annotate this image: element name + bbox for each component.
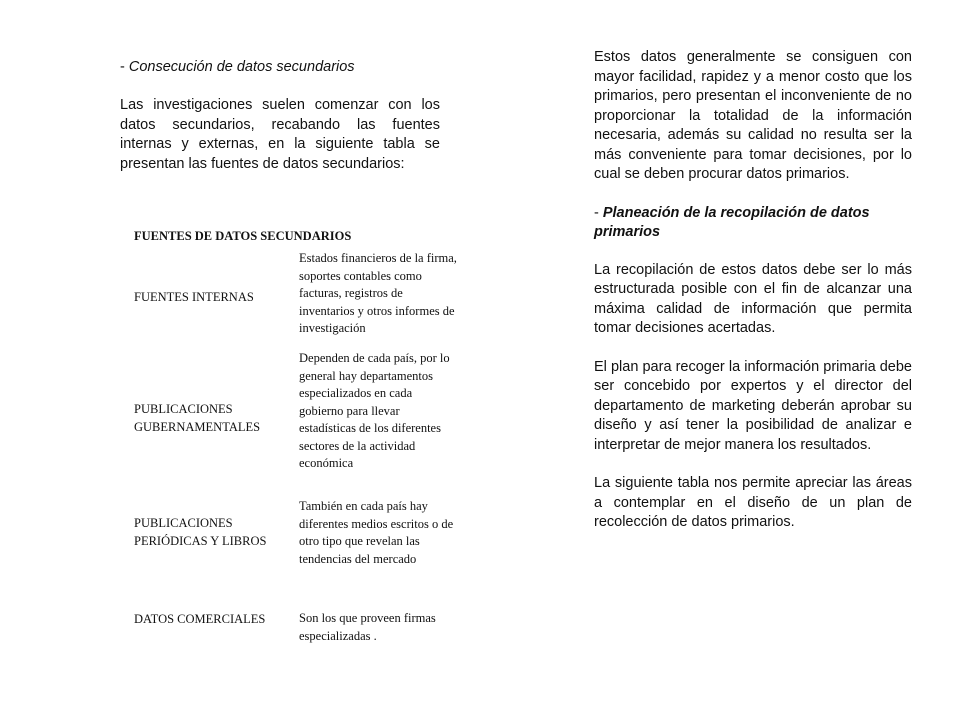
- table-title: FUENTES DE DATOS SECUNDARIOS: [134, 229, 352, 243]
- row-label: DATOS COMERCIALES: [134, 612, 266, 626]
- secondary-sources-table: [134, 228, 464, 643]
- plan-paragraph: El plan para recoger la información primaria debe ser concebido por expertos y el director del departamento de marketing deberán aprobar su diseño y así tener la posibilidad de analizar e interpretar de mejor manera los resultados.: [594, 358, 912, 453]
- intro-paragraph: Las investigaciones suelen comenzar con los datos secundarios, recabando las fuentes internas y externas, en la siguiente tabla se presentan las fuentes de datos secundarios:: [120, 97, 440, 172]
- table-row: [134, 498, 464, 588]
- heading-dash: -: [120, 59, 129, 75]
- heading-dash: -: [594, 204, 603, 221]
- right-column: [594, 48, 912, 533]
- structure-paragraph: La recopilación de estos datos debe ser lo más estructurada posible con el fin de alcanzar una máxima calidad de información que permita tomar decisiones acertadas.: [594, 261, 912, 336]
- row-label: PUBLICACIONES GUBERNAMENTALES: [134, 402, 261, 434]
- cost-paragraph: Estos datos generalmente se consiguen con mayor facilidad, rapidez y a menor costo que los primarios, pero presentan el inconveniente de no proporcionar la totalidad de la información necesaria, además su calidad no resulta ser la más conveniente para tomar decisiones, por lo cual se deben procurar datos primarios.: [594, 49, 912, 182]
- table-row: [134, 350, 464, 490]
- row-description: Son los que proveen firmas especializadas .: [299, 611, 436, 643]
- section-heading-primary-data: [594, 204, 912, 242]
- table-row: [134, 610, 464, 650]
- row-label: PUBLICACIONES PERIÓDICAS Y LIBROS: [134, 516, 267, 548]
- areas-paragraph: La siguiente tabla nos permite apreciar las áreas a contemplar en el diseño de un plan de recolección de datos primarios.: [594, 475, 912, 530]
- row-label: FUENTES INTERNAS: [134, 290, 254, 304]
- heading-text: Planeación de la recopilación de datos primarios: [594, 204, 870, 240]
- section-heading-secondary-data: [120, 58, 440, 77]
- left-column: [120, 58, 440, 174]
- row-description: También en cada país hay diferentes medios escritos o de otro tipo que revelan las tendencias del mercado: [299, 499, 454, 566]
- row-description: Estados financieros de la firma, soportes contables como facturas, registros de inventarios y otros informes de investigación: [299, 251, 457, 335]
- heading-text: Consecución de datos secundarios: [128, 59, 355, 75]
- table-row: [134, 250, 464, 345]
- row-description: Dependen de cada país, por lo general hay departamentos especializados en cada gobierno para llevar estadísticas de los diferentes sectores de la actividad económica: [299, 351, 450, 470]
